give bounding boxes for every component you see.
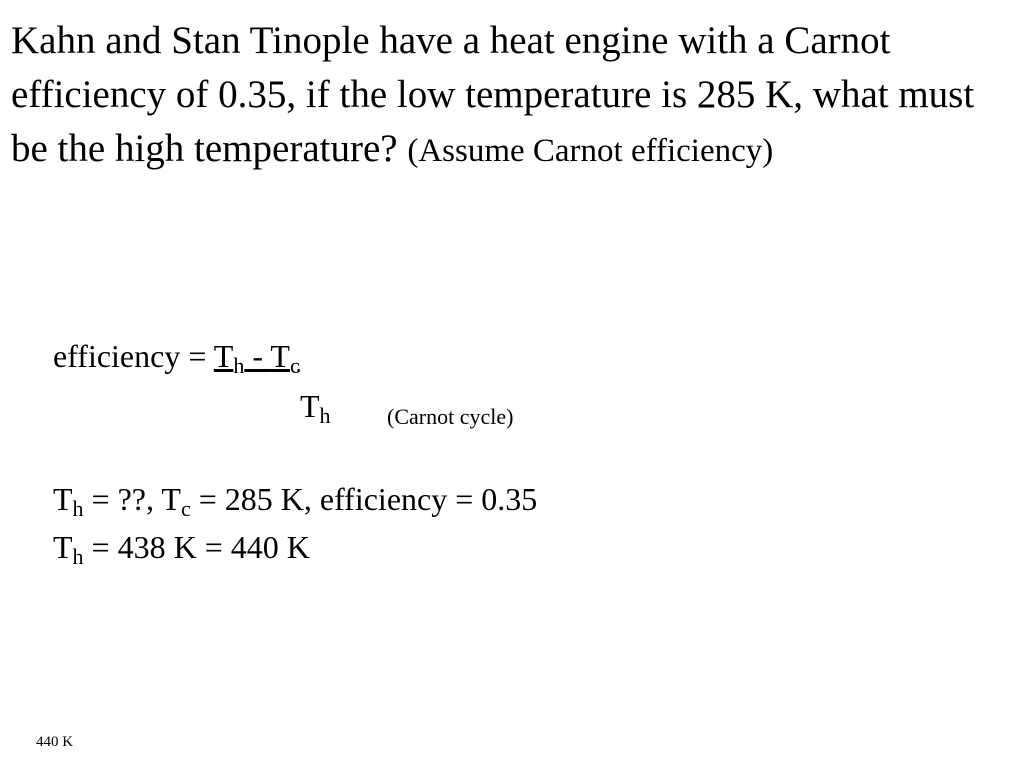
given-tc-symbol: T <box>161 481 181 517</box>
given-th-symbol: T <box>53 481 73 517</box>
answer-line <box>53 527 310 577</box>
denominator-th-symbol: T <box>300 388 320 424</box>
formula-numerator <box>213 338 300 378</box>
problem-text: Kahn and Stan Tinople have a heat engine with a Carnot efficiency of 0.35, if the low temperature is 285 K, what must be the high temperature? <box>11 19 975 170</box>
formula-tc-symbol: T <box>270 338 290 374</box>
formula-th-subscript: h <box>233 353 245 378</box>
given-tc-subscript: c <box>180 496 191 521</box>
formula-tc-subscript: c <box>289 353 300 378</box>
denominator-th-subscript: h <box>319 403 331 428</box>
assume-note: (Assume Carnot efficiency) <box>407 133 774 169</box>
efficiency-formula <box>53 336 300 386</box>
given-th-subscript: h <box>72 496 84 521</box>
given-part-two: = 285 K, efficiency = 0.35 <box>190 481 538 517</box>
answer-text: = 438 K = 440 K <box>83 529 310 565</box>
answer-th-subscript: h <box>72 544 84 569</box>
carnot-cycle-label: (Carnot cycle) <box>387 404 514 429</box>
formula-minus: - <box>244 338 271 374</box>
formula-th-symbol: T <box>213 338 234 374</box>
answer-th-symbol: T <box>53 529 73 565</box>
formula-denominator <box>300 386 331 436</box>
formula-lhs: efficiency = <box>53 338 214 374</box>
problem-statement <box>11 14 1001 178</box>
footer-answer: 440 K <box>36 734 74 750</box>
given-part-one: = ??, <box>83 481 162 517</box>
given-values-line <box>53 479 537 529</box>
